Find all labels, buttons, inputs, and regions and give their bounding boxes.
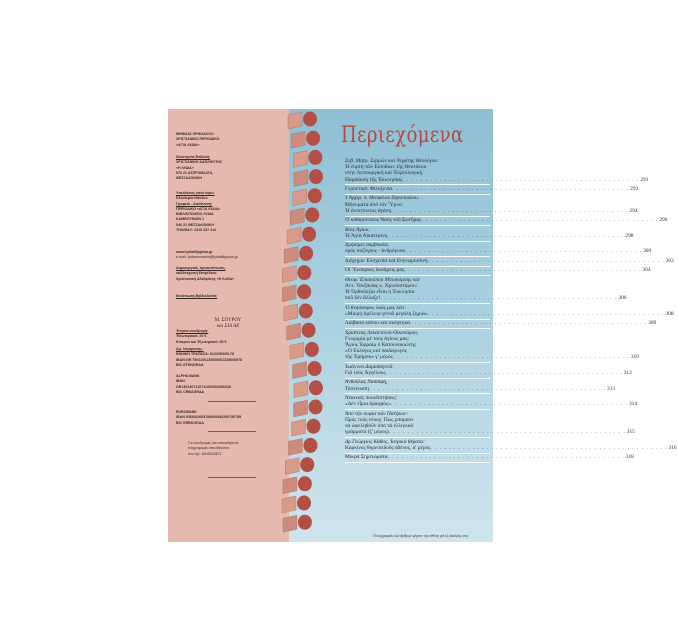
- toc-page-number: 313: [607, 385, 616, 392]
- colophon-line: EUROBANK: [176, 410, 197, 414]
- toc-title-row: [345, 267, 651, 274]
- toc-leader-dots: [405, 248, 642, 254]
- ornament-circle: [302, 227, 316, 242]
- toc-line: Δρ Γεώργιος Κάθος, Ἰατρικά θέματα:: [345, 438, 425, 445]
- toc-page-number: 308: [665, 310, 674, 317]
- toc-page-number: 312: [623, 370, 632, 376]
- colophon-line: ALPHA BANK: [176, 374, 200, 378]
- toc-leader-dots: [404, 267, 641, 273]
- colophon-line: ΤΗΛ/ΦΑΞ: 2310 237 412: [176, 228, 217, 233]
- ornament-block: [288, 112, 302, 129]
- colophon-line: e-mail: lydiamonastiri@lydiafilippisia.gr: [176, 255, 238, 260]
- toc-leader-dots: [427, 311, 664, 317]
- toc-title: ποῦ δέν ἄλλαξε!: [345, 295, 381, 302]
- toc-title: Ἡ ἐκπεπτωτος ἀγάπη: [345, 207, 392, 214]
- toc-page-number: 314: [628, 401, 638, 408]
- toc-title-row: [345, 257, 674, 264]
- ornament-circle: [308, 188, 322, 203]
- toc-line: νά ὠφεληθοῦν ἀπό τά ἑλληνικά: [345, 423, 414, 429]
- colophon-block: [176, 155, 284, 181]
- toc-entry: [345, 410, 635, 436]
- magazine-page: [168, 109, 677, 542]
- toc-page-number: 294: [629, 207, 638, 214]
- toc-title: Ταπείνωση: [345, 385, 369, 392]
- toc-title-row: [345, 186, 639, 192]
- toc-entry: [345, 257, 674, 264]
- toc-leader-dots: [410, 320, 647, 326]
- toc-title-row: [345, 401, 638, 408]
- ornament-circle: [309, 169, 323, 184]
- ornament-circle: [298, 515, 312, 530]
- divider: [208, 477, 256, 478]
- toc-page-number: 316: [668, 444, 677, 451]
- ornament-circle: [303, 112, 317, 127]
- toc-entry: [345, 454, 634, 461]
- toc-entry: [345, 304, 674, 317]
- toc-title: Παράδοση τῆς Ἐκκλησίας: [345, 176, 403, 183]
- ornament-block: [282, 496, 296, 513]
- ornament-circle: [297, 284, 311, 299]
- toc-title: «Δέν εἶμαι δραφρός»: [345, 401, 391, 408]
- ornament-circle: [303, 438, 317, 453]
- ornament-block: [284, 304, 298, 321]
- toc-title: Ἡ Ἁγία Αἰκατερίνη: [345, 232, 388, 239]
- ornament-circle: [308, 150, 322, 165]
- colophon-block: [176, 250, 284, 261]
- toc-title: Γεροντικό: Φιλοξενία: [345, 186, 393, 192]
- column-ornament: [278, 109, 338, 542]
- ornament-block: [282, 266, 296, 283]
- toc-page-number: 291: [640, 176, 649, 183]
- toc-line: Νεανικές ποιοδεπτήσεις:: [345, 395, 398, 401]
- colophon-line: Για συνδρομές και οποιαδήποτε: [188, 441, 239, 445]
- ornament-block: [284, 246, 298, 263]
- toc-title: Ὁ καθαρότατος Ναός τοῦ Σωτῆρος: [345, 217, 422, 224]
- ornament-circle: [305, 208, 319, 223]
- toc-line: Ἀνθοῦλας Νασσίφη,: [345, 379, 388, 386]
- toc-title: πρός συζύγους - ἀνδρόγυνα: [345, 248, 405, 255]
- toc-title-row: [345, 454, 634, 461]
- colophon-line: Κύπρου και Έξωτερικού: 35 €: [176, 339, 227, 344]
- ornament-block: [291, 131, 305, 148]
- toc-title-row: [345, 248, 652, 255]
- ornament-block: [288, 438, 302, 455]
- ornament-circle: [298, 476, 312, 491]
- ornament-block: [287, 227, 301, 244]
- toc-line: «Ὁ Εὐλόγος καί παιδαγωγός: [345, 348, 407, 355]
- toc-line: Γνωριμία μέ τούς ἁγίους μας:: [345, 335, 410, 342]
- toc-line: Χρήσιμες συμβουλές: [345, 242, 389, 249]
- colophon-line: ΧΡΙΣΤΙΑΝΙΚΗ ΑΔΕΛΦΟΤΗΣ: [176, 160, 223, 165]
- ornament-block: [285, 458, 299, 475]
- colophon-line: Γραφείο - Διεύθυνση:: [176, 201, 213, 206]
- ornament-circle: [308, 361, 322, 376]
- printer-name: [178, 318, 278, 330]
- ornament-circle: [305, 342, 319, 357]
- colophon-block: [176, 294, 284, 299]
- colophon-line: Αρ. λογαριασμ.:: [176, 347, 204, 351]
- toc-line: Βίος Ἁγίου:: [345, 226, 370, 233]
- toc-line: Πρός τούς νέους: Πώς μπορούν: [345, 416, 414, 423]
- toc-title-row: [345, 310, 674, 317]
- ornament-circle: [307, 419, 321, 434]
- toc-entry: [345, 379, 616, 392]
- colophon-line: 546 21 ΘΕΣΣΑΛΟΝΙΚΗ: [176, 222, 214, 227]
- toc-title-row: [345, 320, 657, 327]
- colophon-line: ΠΕΡΙΟΔΙΚΟ «ΑΓΙΑ ΛΥΔΙΑ»: [176, 206, 221, 211]
- toc-entry: [345, 217, 668, 224]
- toc-title-row: [345, 370, 632, 376]
- colophon-line: IBAN GR3402603780000540200730759: [176, 415, 242, 420]
- toc-leader-dots: [387, 233, 624, 239]
- toc-page-number: 309: [648, 320, 657, 327]
- toc-entry: [345, 242, 652, 255]
- toc-title-row: [345, 217, 668, 224]
- toc-page-number: 302: [665, 257, 674, 264]
- divider: [208, 401, 256, 402]
- toc-title: Μικρά Σημειώματα: [345, 454, 388, 461]
- colophon-block: [176, 329, 284, 345]
- toc-title-row: [345, 429, 635, 436]
- toc-leader-dots: [430, 445, 667, 451]
- toc-title-row: [345, 207, 638, 214]
- ornament-block: [282, 285, 296, 302]
- ornament-block: [292, 419, 306, 436]
- colophon-line: Ελευθερία Νάνδου: [176, 196, 208, 201]
- ornament-circle: [309, 380, 323, 395]
- ornament-block: [283, 477, 297, 494]
- toc-title-row: [345, 176, 649, 183]
- toc-title-row: [345, 385, 616, 392]
- toc-title: Οἱ Ἔνσαρκες δυνάμεις μας: [345, 267, 405, 274]
- colophon-line: ΒΙΒΛΙΟΠΩΛΕΙΟ ΛΥΔΙΑ: [176, 212, 214, 217]
- colophon-line: BIC ERBKGRAA: [176, 420, 204, 425]
- toc-entry: [345, 329, 639, 361]
- ornament-block: [293, 189, 307, 206]
- toc-title: Γιά τούς Ἀγγέλους: [345, 370, 386, 376]
- footer-note: Οἱ συγγραφεῖς τῶν ἄρθρων φέρουν τήν εὐθύνη γιά τίς ἀπόψεις τους: [373, 534, 469, 538]
- colophon-block: [176, 191, 284, 233]
- toc-entry: [345, 226, 634, 239]
- toc-page-number: 318: [625, 454, 634, 461]
- colophon-line: πληροφορία απευθύνεστε: [188, 446, 230, 451]
- toc-entry: [345, 320, 657, 327]
- toc-title: Διήγημα: Εὐσχεσία καί Εὐγνωμοσύνη: [345, 257, 428, 264]
- toc-title-row: [345, 232, 634, 239]
- toc-leader-dots: [393, 354, 630, 360]
- toc-page-number: 310: [630, 354, 639, 361]
- colophon-line: IBAN: [176, 379, 185, 384]
- toc-entry: [345, 195, 638, 214]
- colophon-block: [176, 266, 284, 282]
- toc-line: στήν Λειτουργική καί Ἐορτολογική: [345, 170, 423, 177]
- colophon-block: [176, 347, 284, 368]
- toc-line: Ἀπό τήν σοφία τῶν Πατέρων:: [345, 410, 409, 417]
- toc-title-row: [345, 295, 627, 302]
- toc-separator: [345, 462, 490, 463]
- toc-leader-dots: [388, 454, 625, 460]
- colophon-line: ΧΡΙΣΤΙΑΝΙΚΟ ΠΕΡΙΟΔΙΚΟ: [176, 137, 220, 142]
- toc-entry: [345, 276, 627, 302]
- colophon-block: [176, 374, 284, 395]
- toc-page-number: 315: [626, 429, 635, 436]
- toc-leader-dots: [386, 370, 623, 376]
- toc-entry: [345, 186, 639, 192]
- toc-leader-dots: [369, 386, 606, 392]
- ornament-circle: [300, 457, 314, 472]
- ornament-circle: [297, 265, 311, 280]
- toc-line: Ἀντ. Τανζανίας κ. Χρυσοστόμου:: [345, 282, 418, 289]
- colophon-line: Εκτύπωση-Βιβλιοδεσία:: [176, 294, 218, 298]
- colophon-line: ΜΗΝΙΑΙΟ ΟΡΘΟΔΟΞΟ: [176, 132, 214, 136]
- colophon-line: στο τηλ. 6945034671: [188, 451, 222, 456]
- ornament-circle: [309, 400, 323, 415]
- colophon-line: «Η ΛΥΔΙΑ»: [176, 165, 194, 170]
- colophon-line: Υπεύθυνος κατά νόμο:: [176, 191, 215, 195]
- ornament-block: [287, 323, 301, 340]
- ornament-block: [294, 381, 308, 398]
- colophon-line: ΘΕΣΣΑΛΟΝΙΚΗ: [176, 176, 202, 181]
- toc-entry: [345, 363, 632, 376]
- colophon-line: καλλιτεχνική Επιμέλεια:: [176, 271, 217, 276]
- toc-title-row: [345, 444, 677, 451]
- toc-leader-dots: [402, 177, 639, 183]
- toc-page-number: 300: [643, 248, 652, 255]
- toc-entry: [345, 267, 651, 274]
- colophon-line: www.lydiafilippisia.gr: [176, 250, 213, 254]
- ornament-circle: [297, 496, 311, 511]
- toc-line: Ὁ θνηόσοφος λαός μας λέει:: [345, 304, 407, 311]
- toc-page-number: 298: [625, 232, 634, 239]
- ornament-block: [294, 400, 308, 417]
- colophon-line: Χριστιανική Αδελφότης «Η Λυδία»: [176, 276, 235, 281]
- toc-line: Μήνυματα ἀπό τόν Ὕμνο:: [345, 201, 404, 208]
- page-title: Περιεχόμενα: [341, 123, 464, 148]
- colophon-line: ΚΑΜΒΟΥΝΙΩΝ 1: [176, 217, 204, 222]
- colophon-line: 570 21 ΑΣΠΡΟΒΑΛΤΑ,: [176, 170, 214, 175]
- printer-line: Μ. ΣΠΥΡΟΥ: [214, 318, 242, 323]
- ornament-circle: [299, 246, 313, 261]
- toc-title-row: [345, 354, 639, 361]
- toc-leader-dots: [391, 401, 628, 407]
- printer-line: και ΣΙΑ ΑΕ: [216, 324, 240, 329]
- colophon-line: Δημιουργικό, προεκτύπωση,: [176, 266, 226, 270]
- ornament-block: [293, 150, 307, 167]
- toc-page-number: 304: [642, 267, 651, 274]
- colophon-line: BIC CRBAGRAA: [176, 389, 205, 394]
- toc-leader-dots: [391, 208, 628, 214]
- toc-entry: [345, 395, 638, 408]
- toc-line: Ἡ ἑορτή τῶν Εἰσοδίων τῆς Θεοτόκου: [345, 164, 427, 171]
- toc-leader-dots: [428, 258, 665, 264]
- ornament-block: [283, 515, 297, 532]
- colophon-line: Έτησια συνδρομή:: [176, 329, 209, 333]
- toc-line: Ἅγιος Ἐφραίμ ὁ Κατουνακιώτης: [345, 342, 416, 348]
- toc-line: Θεοφ. Ἐπισκόπου Μποικόμπης καί: [345, 276, 420, 283]
- ornament-circle: [299, 304, 313, 319]
- toc-title: «Μικρή ἀμέλεια γεννᾶ μεγάλη ζημιά»: [345, 310, 428, 317]
- toc-entry: [345, 438, 677, 451]
- colophon-block: [176, 410, 284, 426]
- toc-line: Ἱ Ἀρχιμ. π. Θεοφίλου Ζησοπούλου:: [345, 195, 420, 202]
- colophon-line: «ΑΓΙΑ ΛΥΔΙΑ»: [176, 142, 200, 147]
- toc-title: γράμματα (ζ' μέρος): [345, 429, 389, 436]
- ornament-circle: [306, 131, 320, 146]
- colophon-line: Ιδιοκτησία-Έκδοση:: [176, 155, 211, 159]
- divider: [208, 431, 256, 432]
- ornament-block: [290, 342, 304, 359]
- toc-entry: [345, 158, 649, 183]
- toc-title: τῆς Ἐρήμου» γ' μέρος: [345, 354, 393, 361]
- toc-title: Διάβασα κάπου καί σκέφτηκα: [345, 320, 411, 327]
- toc-leader-dots: [392, 186, 629, 192]
- ornament-block: [294, 170, 308, 187]
- toc-page-number: 296: [659, 217, 668, 224]
- ornament-block: [290, 208, 304, 225]
- toc-title: Καρκίνος θυρεοειδοῦς ἀδένος, α' μέρος: [345, 444, 431, 451]
- toc-leader-dots: [380, 295, 617, 301]
- colophon-panel: [168, 109, 289, 542]
- toc-page-number: 293: [630, 186, 639, 192]
- toc-page-number: 306: [618, 295, 627, 302]
- toc-leader-dots: [421, 217, 658, 223]
- toc-line: Ἰωάννου Δαμασκηνοῦ:: [345, 363, 394, 370]
- colophon-line: Έσωτερικού: 20 €: [176, 334, 207, 339]
- ornament-circle: [302, 323, 316, 338]
- ornament-block: [293, 362, 307, 379]
- colophon-line: BIC ETHNGRAA: [176, 362, 204, 367]
- colophon-line: ΕΘΝΙΚΗ ΤΡΑΠΕΖΑ: 613/296009-78: [176, 352, 235, 357]
- colophon-line: IBAN:GR 7901106130000061329600978: [176, 357, 243, 362]
- colophon-line: GR1301407110711002002006339: [176, 384, 231, 389]
- toc-line: Σεβ. Μητρ. Σερρών και Νιγρίτης Θεολόγου:: [345, 158, 439, 164]
- toc-leader-dots: [389, 429, 626, 435]
- toc-line: Ἡ Ὀρθοδοξία εἶναι ἡ Ἐκκλησία: [345, 289, 415, 295]
- toc-line: Χριστίνας Λεκαντινού-Οἰκονόμου,: [345, 329, 419, 336]
- colophon-block: [176, 132, 284, 148]
